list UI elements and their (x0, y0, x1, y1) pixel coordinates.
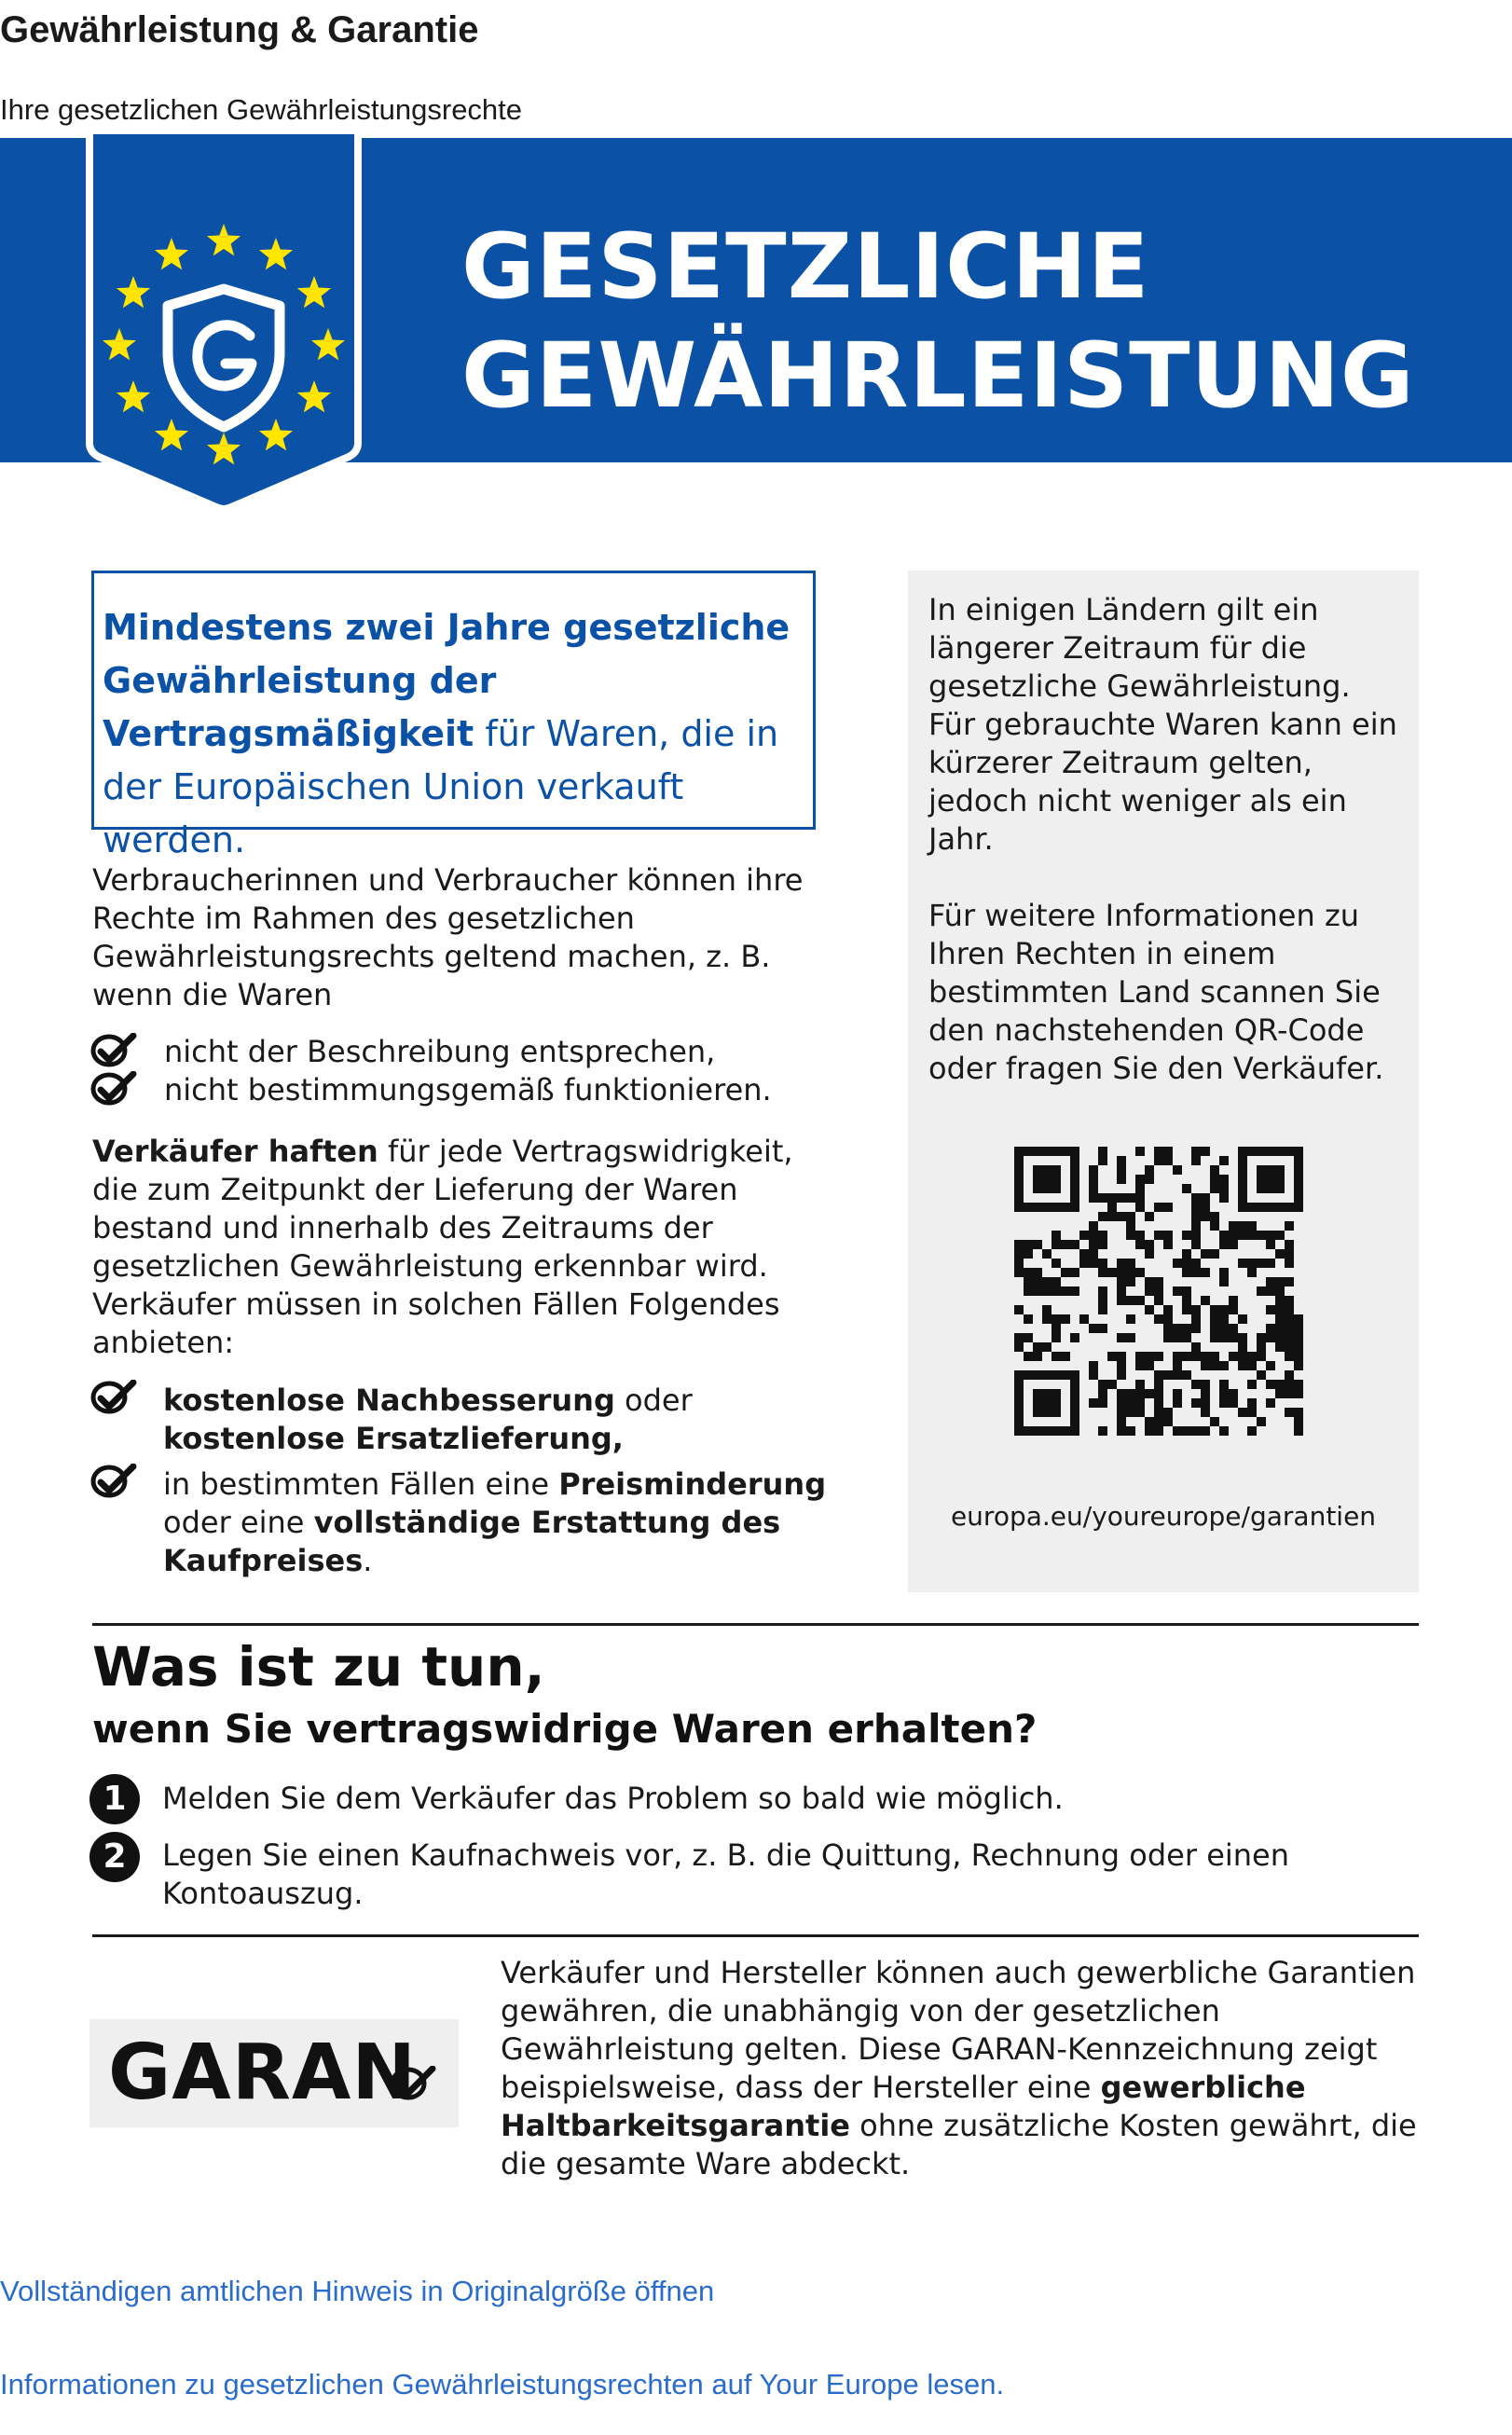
garan-text-pre: Verkäufer und Hersteller können auch gewerbliche Garantien gewähren, die unabhängig von der gesetzlichen Gewährleistung gelten. Diese GARAN-Kennzeichnung zeigt beispielsweise, dass der Hersteller eine (501, 1955, 1416, 2105)
check-icon (90, 1380, 137, 1415)
remedy-2-end: . (363, 1543, 373, 1578)
remedy-2-pre: in bestimmten Fällen eine (163, 1466, 559, 1502)
step-number-1: 1 (89, 1774, 140, 1824)
garan-text-post: ohne zusätzliche Kosten gewährt, die die gesamte Ware abdeckt. (501, 2108, 1417, 2181)
step-text-1: Melden Sie dem Verkäufer das Problem so bald wie möglich. (162, 1781, 1064, 1816)
highlight-bold-text: Mindestens zwei Jahre gesetzliche Gewährleistung der Vertragsmäßigkeit (103, 607, 790, 754)
banner-title (461, 213, 1415, 431)
todo-title: Was ist zu tun, (92, 1635, 545, 1699)
check-icon (90, 1033, 137, 1068)
liability-body: für jede Vertragswidrigkeit, die zum Zeitpunkt der Lieferung der Waren bestand und innerhalb des Zeitraums der gesetzlichen Gewährleistung erkennbar wird. Verkäufer müssen in solchen Fällen Folgendes anbieten: (92, 1134, 793, 1360)
garan-logo-text: GARAN (108, 2029, 417, 2117)
remedy-item-2 (163, 1465, 834, 1580)
section-divider (92, 1623, 1419, 1626)
todo-subtitle: wenn Sie vertragswidrige Waren erhalten? (92, 1706, 1038, 1752)
step-number-2: 2 (89, 1832, 140, 1882)
remedy-price-reduction: Preisminderung (558, 1466, 827, 1502)
intro-item-1: nicht der Beschreibung entsprechen, (164, 1034, 716, 1069)
section-divider (92, 1934, 1419, 1937)
banner-title-line-1: GESETZLICHE (461, 214, 1150, 319)
check-icon (90, 1071, 137, 1107)
liability-bold-text: Verkäufer haften (92, 1134, 378, 1169)
highlight-box (91, 571, 816, 860)
full-notice-link[interactable]: Vollständigen amtlichen Hinweis in Originalgröße öffnen (0, 2275, 715, 2307)
intro-item-2: nicht bestimmungsgemäß funktionieren. (164, 1072, 772, 1107)
garan-bold-text: gewerbliche Haltbarkeitsgarantie (501, 2070, 1306, 2143)
garan-logo (89, 2019, 459, 2127)
remedy-repair: kostenlose Nachbesserung (163, 1383, 615, 1418)
side-panel-paragraph-2: Für weitere Informationen zu Ihren Rechten in einem bestimmten Land scannen Sie den nachstehenden QR-Code oder fragen Sie den Verkäufer. (928, 898, 1384, 1086)
info-side-panel (908, 571, 1419, 1592)
eu-guarantee-shield-icon (84, 131, 364, 513)
garan-description (501, 1954, 1423, 2183)
remedy-2-mid: oder eine (163, 1505, 314, 1540)
remedy-or: oder (614, 1383, 693, 1418)
check-icon (90, 1464, 137, 1499)
remedy-item-1 (163, 1382, 834, 1458)
remedy-refund: vollständige Erstattung des Kaufpreises (163, 1505, 781, 1578)
step-text-2: Legen Sie einen Kaufnachweis vor, z. B. die Quittung, Rechnung oder einen Kontoauszug. (162, 1837, 1290, 1911)
highlight-text: für Waren, die in der Europäischen Union verkauft werden. (103, 713, 779, 860)
qr-code-icon[interactable] (1014, 1147, 1303, 1436)
remedy-replacement: kostenlose Ersatzlieferung, (163, 1421, 624, 1456)
your-europe-link[interactable]: Informationen zu gesetzlichen Gewährleistungsrechten auf Your Europe lesen. (0, 2368, 1005, 2401)
liability-text (92, 1133, 829, 1362)
qr-url-caption: europa.eu/youreurope/garantien (950, 1501, 1377, 1532)
page-title: Gewährleistung & Garantie (0, 9, 479, 50)
check-icon (390, 2066, 436, 2101)
page-subtitle: Ihre gesetzlichen Gewährleistungsrechte (0, 93, 523, 126)
banner-title-line-2: GEWÄHRLEISTUNG (461, 323, 1415, 428)
intro-text: Verbraucherinnen und Verbraucher können ihre Rechte im Rahmen des gesetzlichen Gewährleistungsrechts geltend machen, z. B. wenn die Waren (92, 862, 804, 1012)
side-panel-paragraph-1: In einigen Ländern gilt ein längerer Zeitraum für die gesetzliche Gewährleistung. Für gebrauchte Waren kann ein kürzerer Zeitraum gelten, jedoch nicht weniger als ein Jahr. (928, 592, 1397, 857)
